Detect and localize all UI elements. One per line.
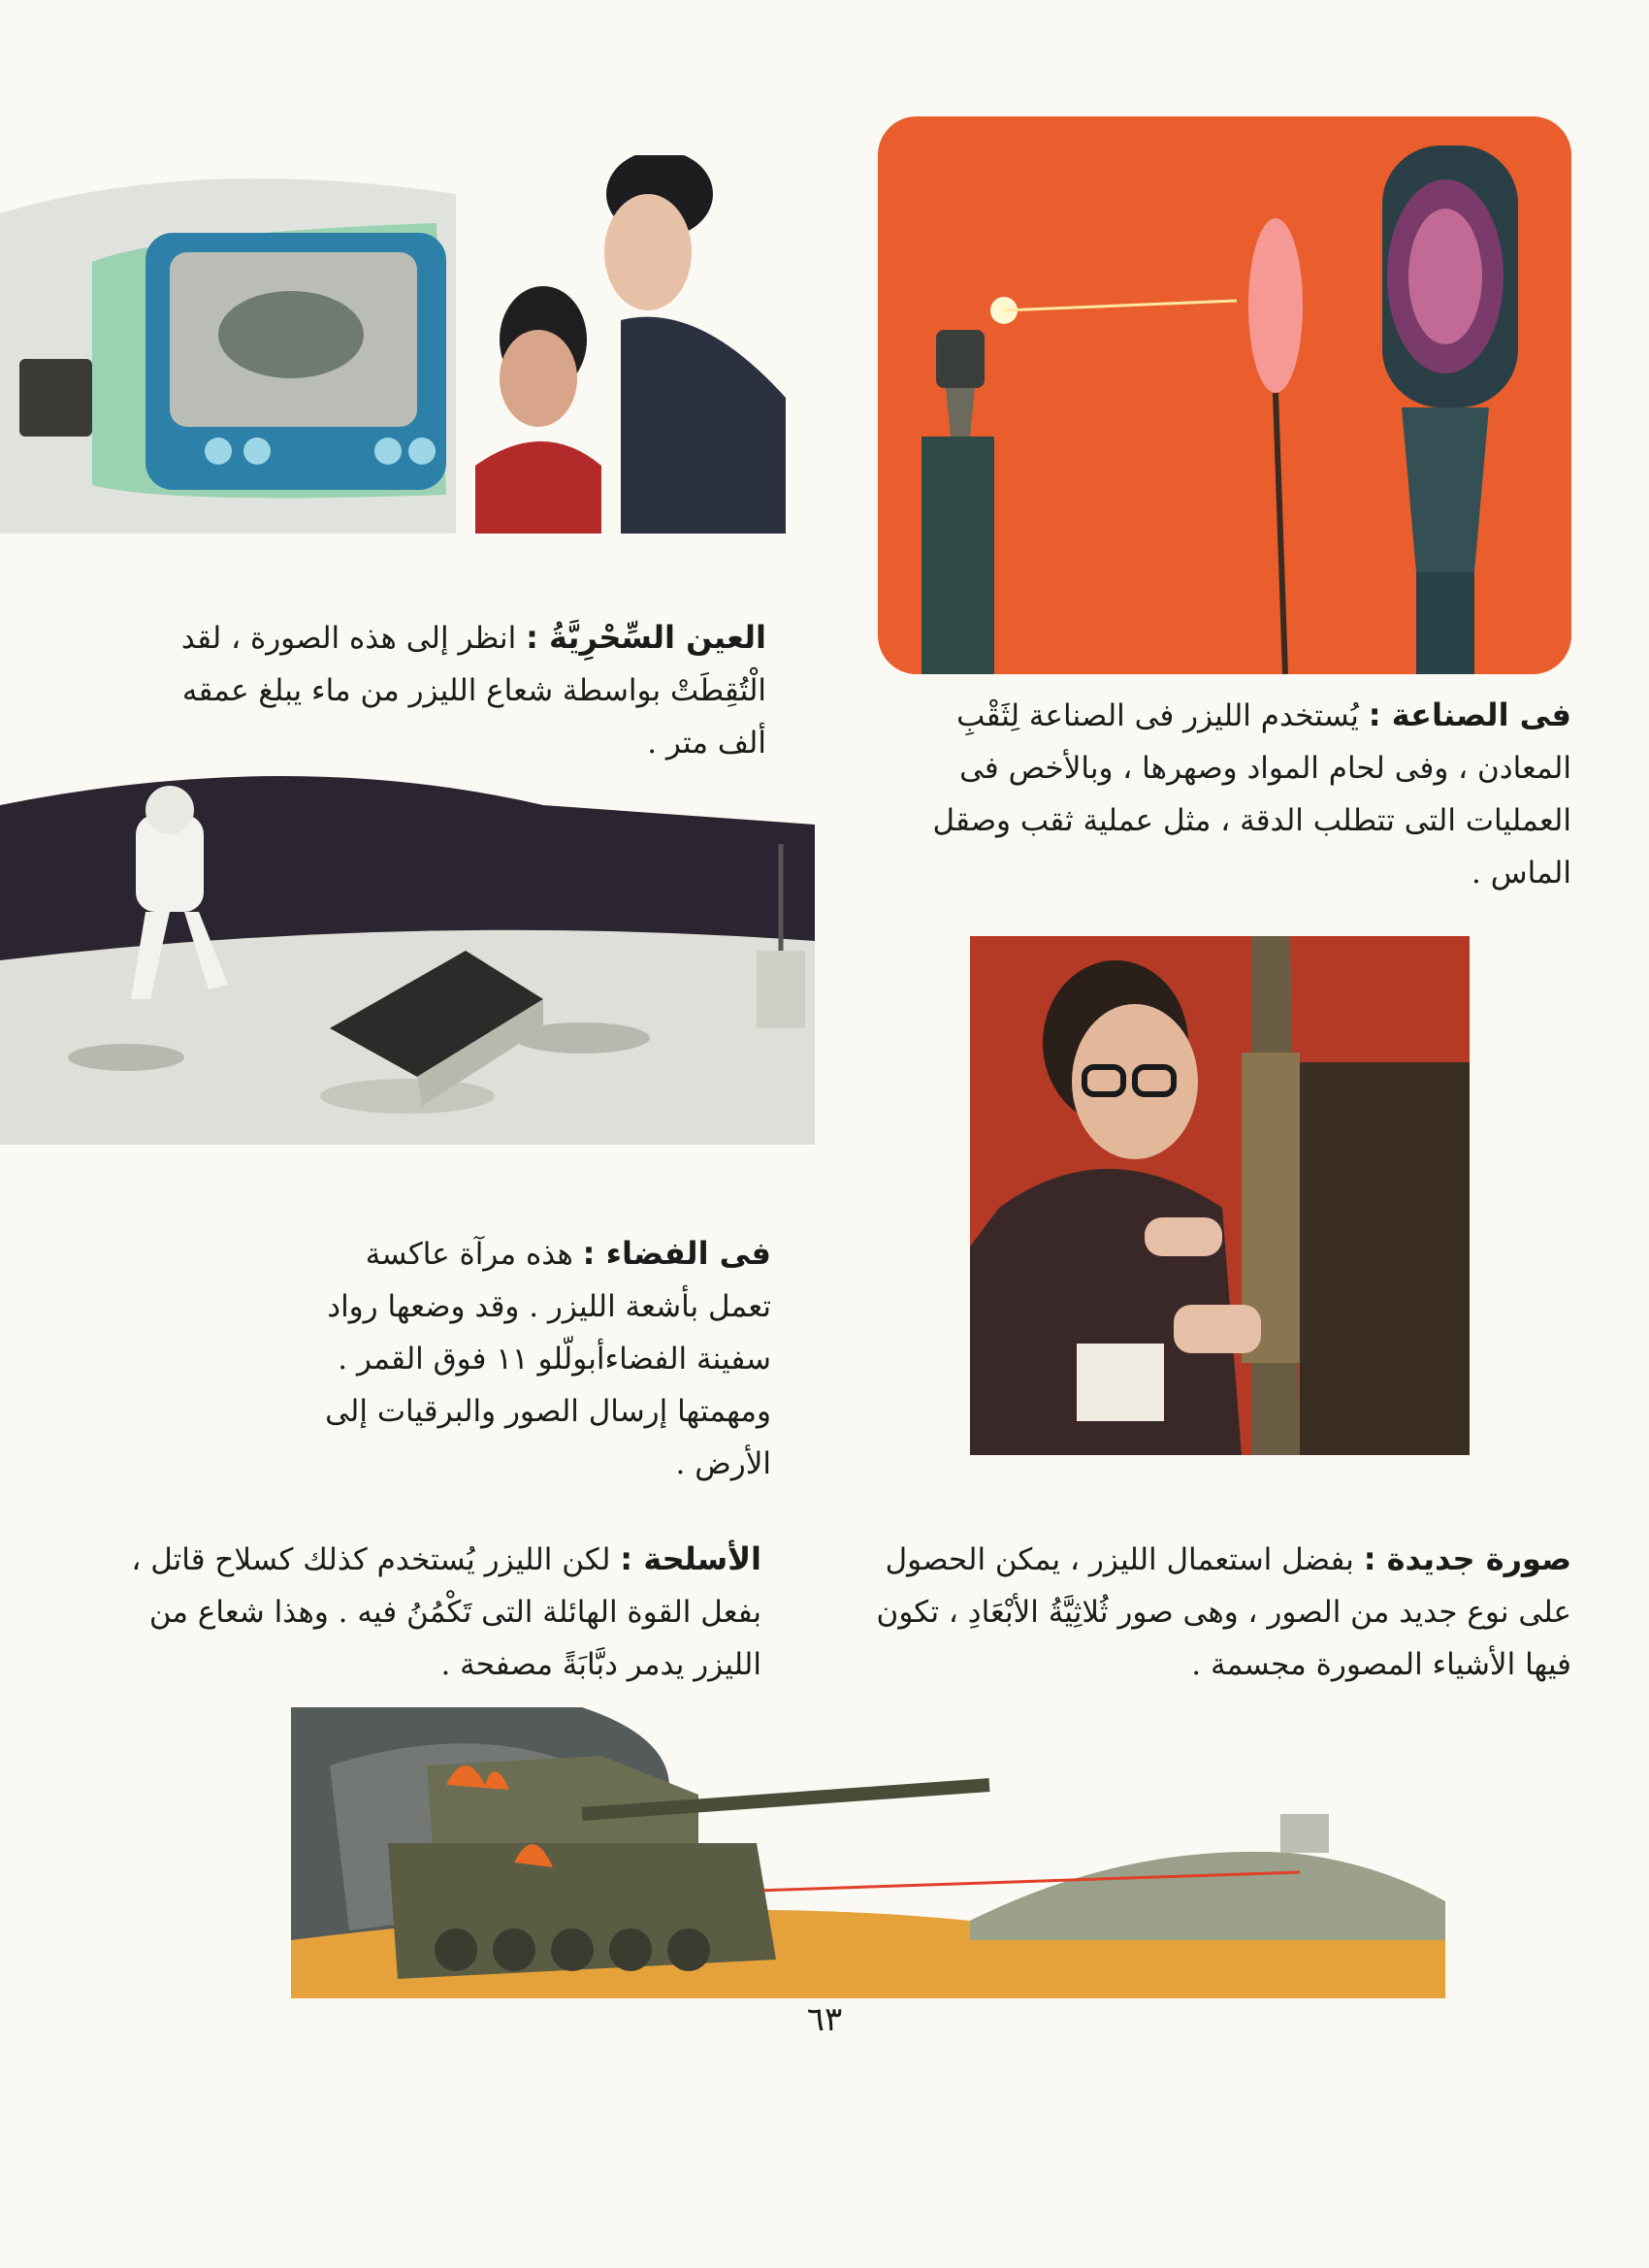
magic-eye-heading: العين السِّحْرِيَّةُ : xyxy=(526,619,766,656)
new-image-body: بفضل استعمال الليزر ، يمكن الحصول على نوع جديد من الصور ، وهى صور ثُلاثِيَّةُ الأبْعَادِ ، تكون فيها الأشياء المصورة مجسمة . xyxy=(876,1542,1571,1682)
hologram-scientist-illustration xyxy=(970,936,1470,1455)
space-body: هذه مرآة عاكسة تعمل بأشعة الليزر . وقد وضعها رواد سفينة الفضاءأبولّلو ١١ فوق القمر . ومهمتها إرسال الصور والبرقيات إلى الأرض . xyxy=(325,1237,771,1481)
magic-eye-caption xyxy=(165,611,766,769)
space-heading: فى الفضاء : xyxy=(582,1235,771,1272)
page-number: ٦٣ xyxy=(806,2000,843,2039)
moon-mirror-illustration xyxy=(0,766,815,1145)
weapons-heading: الأسلحة : xyxy=(620,1540,761,1577)
industry-laser-illustration xyxy=(878,116,1571,674)
new-image-caption xyxy=(868,1533,1571,1691)
magic-eye-illustration xyxy=(0,155,805,534)
tank-illustration xyxy=(291,1707,1445,1998)
industry-body: يُستخدم الليزر فى الصناعة لِثَقْبِ المعادن ، وفى لحام المواد وصهرها ، وبالأخص فى العمليات التى تتطلب الدقة ، مثل عملية ثقب وصقل الماس . xyxy=(932,698,1571,891)
industry-heading: فى الصناعة : xyxy=(1368,697,1571,733)
magic-eye-body: انظر إلى هذه الصورة ، لقد الْتُقِطَتْ بواسطة شعاع الليزر من ماء يبلغ عمقه ألف متر . xyxy=(180,621,766,761)
new-image-heading: صورة جديدة : xyxy=(1363,1540,1571,1577)
weapons-body: لكن الليزر يُستخدم كذلك كسلاح قاتل ، بفعل القوة الهائلة التى تَكْمُنُ فيه . وهذا شعاع من الليزر يدمر دبَّابَةً مصفحة . xyxy=(131,1542,761,1682)
space-caption xyxy=(320,1227,771,1490)
industry-caption xyxy=(873,689,1571,899)
weapons-caption xyxy=(78,1533,761,1691)
